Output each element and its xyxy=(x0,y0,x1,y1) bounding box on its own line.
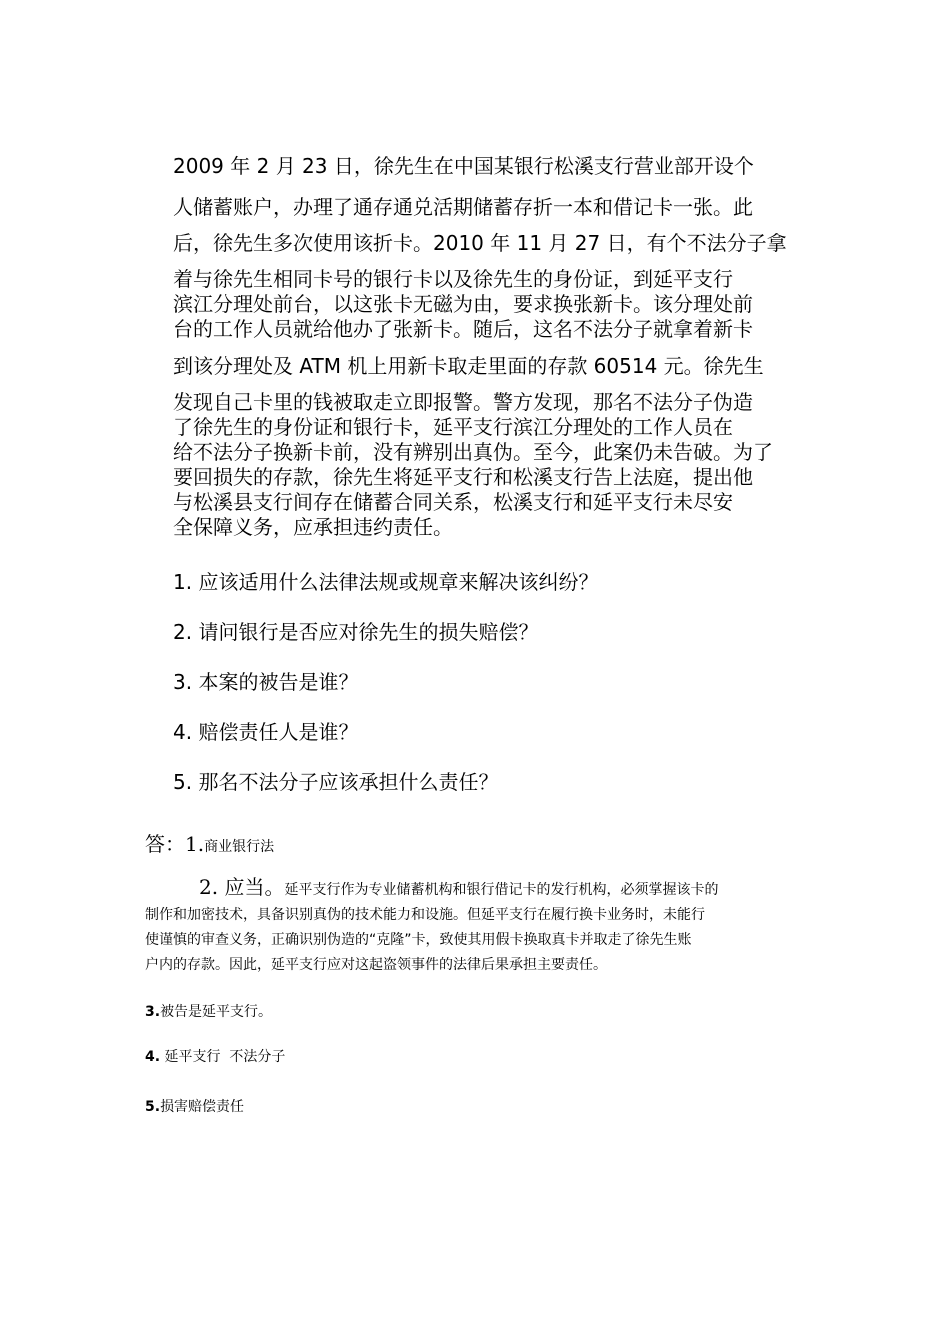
answer-text: 商业银行法 xyxy=(204,839,275,855)
answer-2-first-line xyxy=(199,876,819,901)
question-item: 5. 那名不法分子应该承担什么责任？ xyxy=(173,770,499,794)
answer-text: 延平支行 不法分子 xyxy=(160,1049,286,1065)
answer-text: 延平支行作为专业储蓄机构和银行借记卡的发行机构，必须掌握该卡的 xyxy=(284,882,719,898)
answer-number: 5. xyxy=(145,1099,161,1115)
answer-number: 3. xyxy=(145,1004,161,1020)
case-line: 发现自己卡里的钱被取走立即报警。警方发现，那名不法分子伪造 xyxy=(173,390,753,414)
case-line: 后，徐先生多次使用该折卡。2010 年 11 月 27 日，有个不法分子拿 xyxy=(173,231,787,255)
answer-text: 损害赔偿责任 xyxy=(160,1099,245,1115)
case-line: 要回损失的存款，徐先生将延平支行和松溪支行告上法庭，提出他 xyxy=(173,465,753,489)
answer-number: 4. xyxy=(145,1049,161,1065)
case-line: 台的工作人员就给他办了张新卡。随后，这名不法分子就拿着新卡 xyxy=(173,317,753,341)
question-item: 4. 赔偿责任人是谁？ xyxy=(173,720,359,744)
answer-2-line: 使谨慎的审查义务，正确识别伪造的“克隆”卡，致使其用假卡换取真卡并取走了徐先生账 xyxy=(145,932,692,948)
case-line: 了徐先生的身份证和银行卡，延平支行滨江分理处的工作人员在 xyxy=(173,415,733,439)
case-line: 全保障义务，应承担违约责任。 xyxy=(173,515,453,539)
answer-3 xyxy=(145,1002,272,1022)
answer-2-lead: 2. 应当。 xyxy=(199,876,285,899)
answer-2-line: 制作和加密技术，具备识别真伪的技术能力和设施。但延平支行在履行换卡业务时，未能行 xyxy=(145,907,705,923)
answer-2-line: 户内的存款。因此，延平支行应对这起盗领事件的法律后果承担主要责任。 xyxy=(145,957,607,973)
answer-5 xyxy=(145,1097,244,1117)
answer-text: 被告是延平支行。 xyxy=(160,1004,273,1020)
answer-number: 1. xyxy=(185,832,205,856)
answer-label: 答： xyxy=(145,832,185,856)
answer-4 xyxy=(145,1047,285,1067)
case-line: 与松溪县支行间存在储蓄合同关系，松溪支行和延平支行未尽安 xyxy=(173,490,733,514)
case-line: 着与徐先生相同卡号的银行卡以及徐先生的身份证，到延平支行 xyxy=(173,267,733,291)
case-line: 2009 年 2 月 23 日，徐先生在中国某银行松溪支行营业部开设个 xyxy=(173,154,754,178)
answer-1 xyxy=(145,831,274,857)
question-item: 3. 本案的被告是谁？ xyxy=(173,670,359,694)
case-line: 滨江分理处前台，以这张卡无磁为由，要求换张新卡。该分理处前 xyxy=(173,292,753,316)
case-line: 到该分理处及 ATM 机上用新卡取走里面的存款 60514 元。徐先生 xyxy=(173,354,764,378)
case-line: 给不法分子换新卡前，没有辨别出真伪。至今，此案仍未告破。为了 xyxy=(173,440,773,464)
question-item: 1. 应该适用什么法律法规或规章来解决该纠纷？ xyxy=(173,570,599,594)
case-line: 人储蓄账户，办理了通存通兑活期储蓄存折一本和借记卡一张。此 xyxy=(173,195,753,219)
question-item: 2. 请问银行是否应对徐先生的损失赔偿？ xyxy=(173,620,539,644)
